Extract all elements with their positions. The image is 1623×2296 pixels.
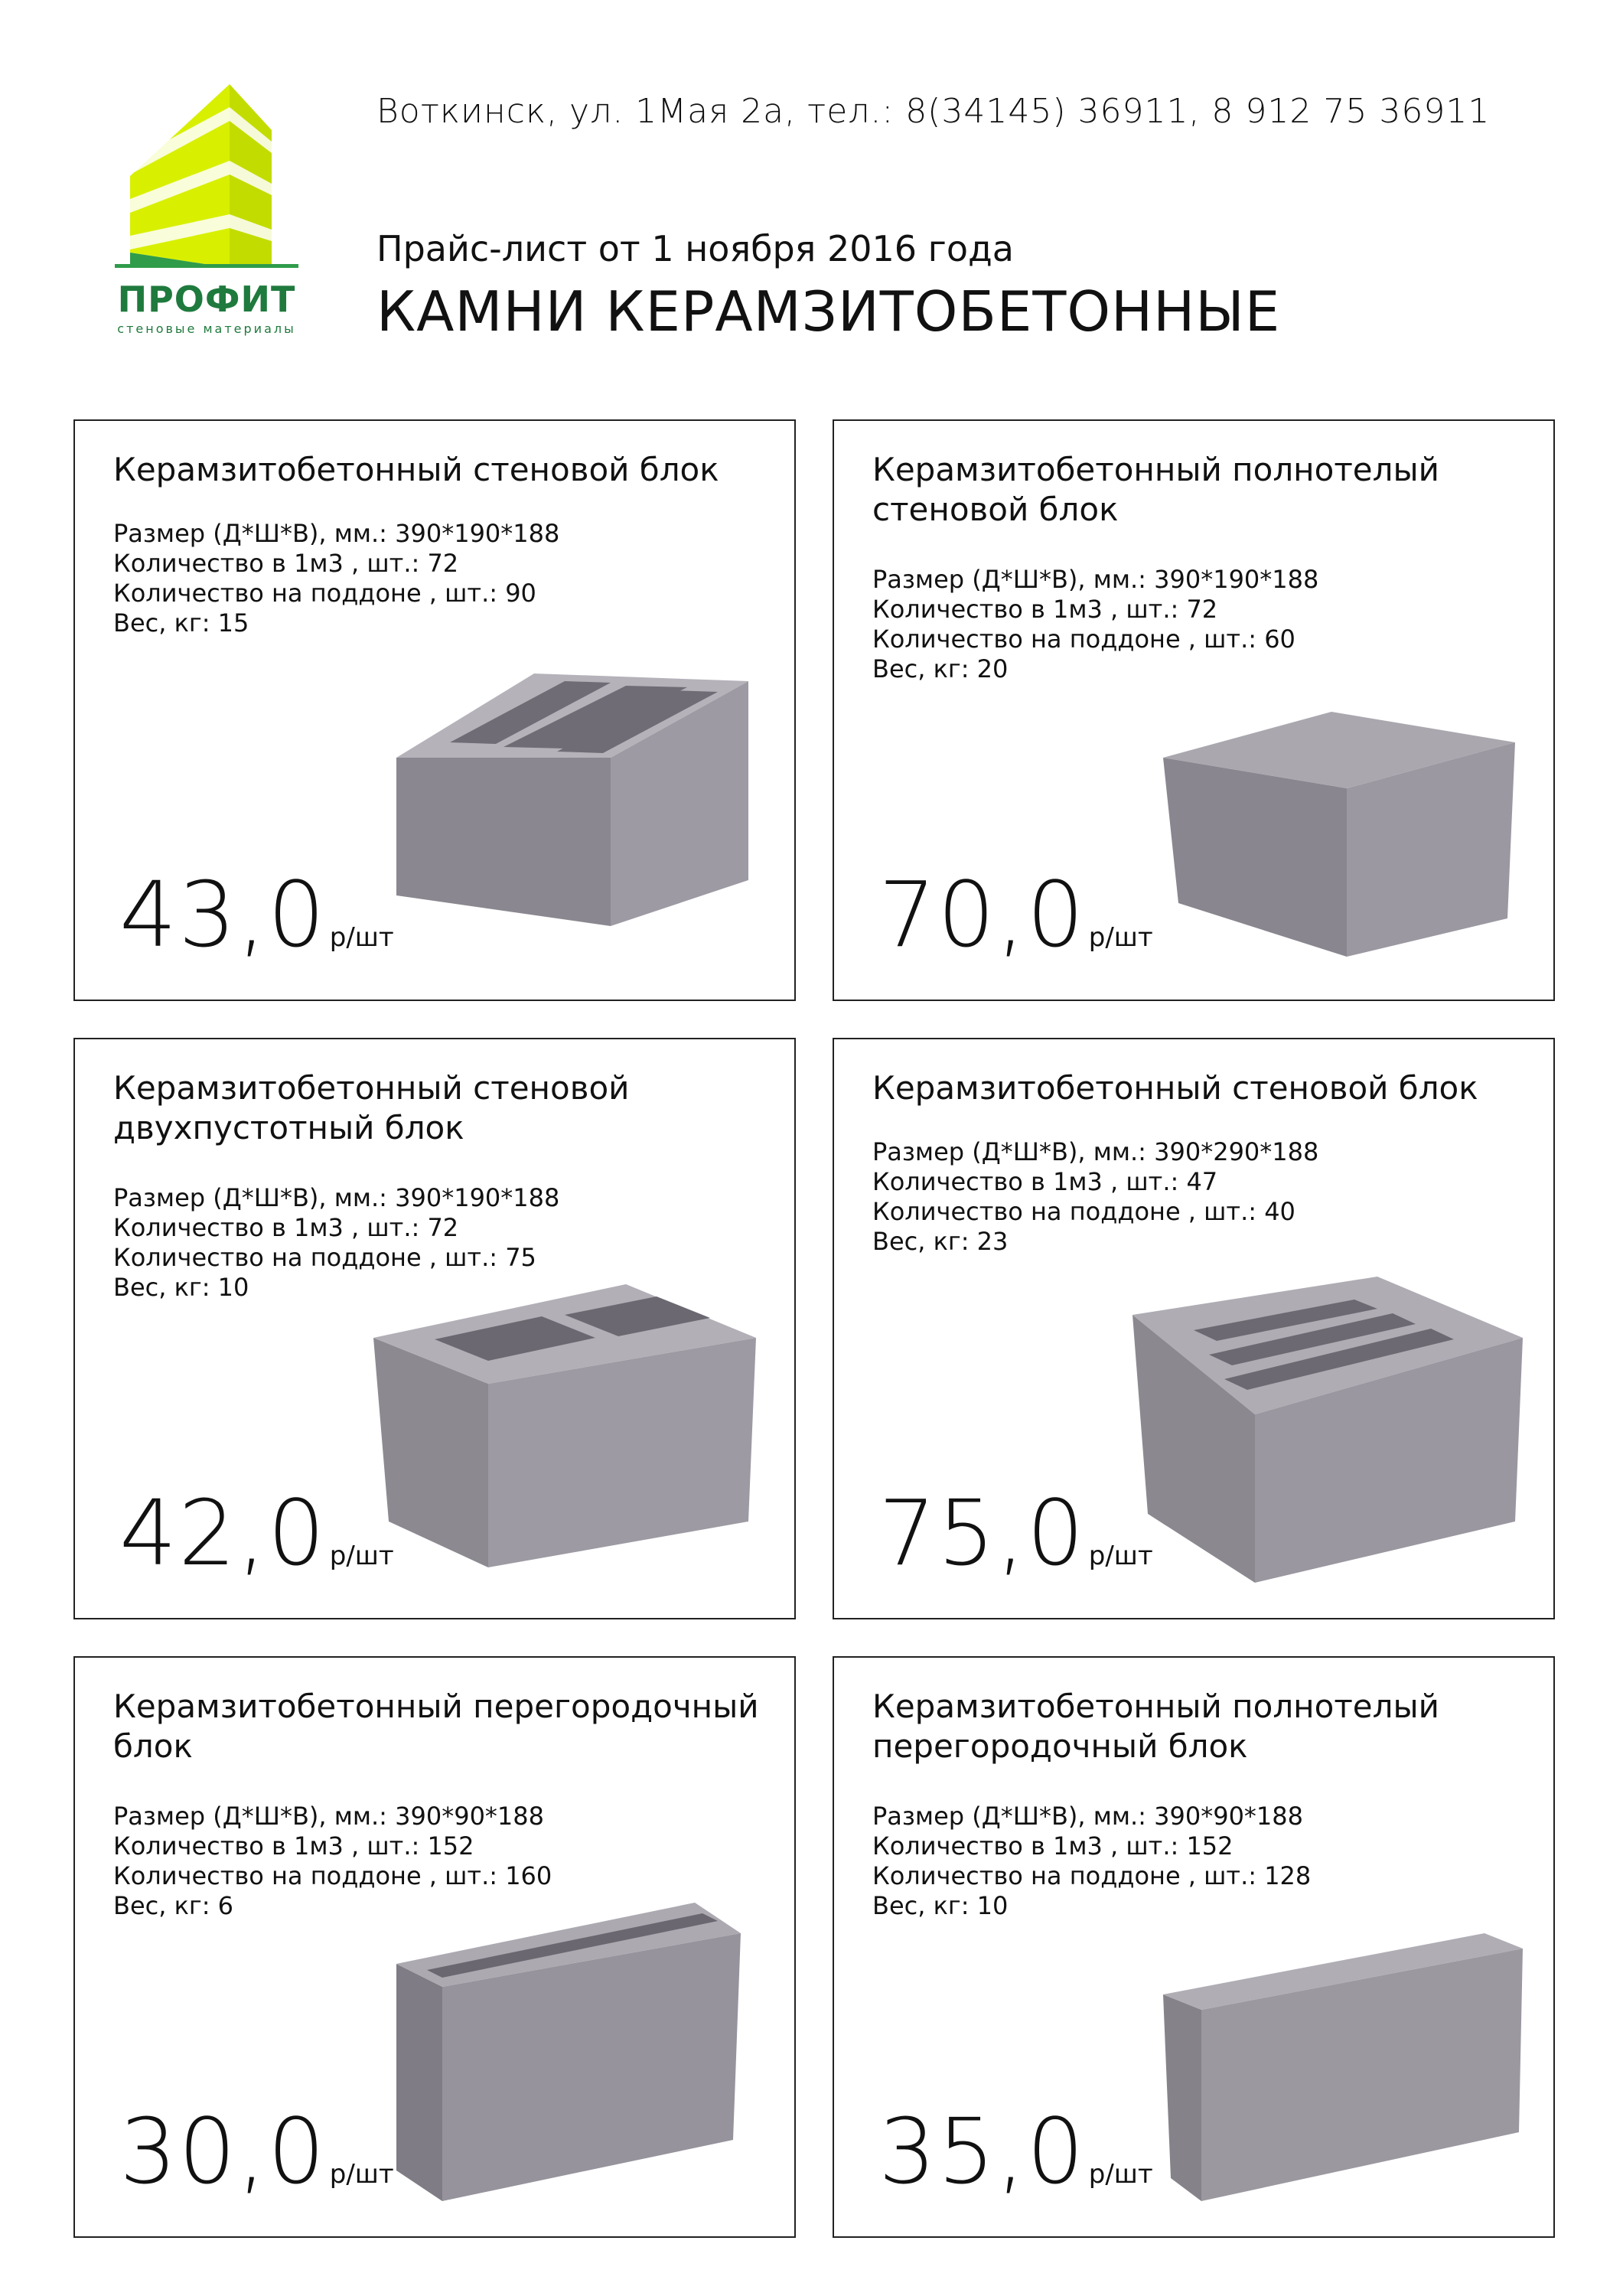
spec-per-pallet: Количество на поддоне , шт.: 128: [872, 1861, 1312, 1890]
price-unit: р/шт: [329, 922, 394, 953]
price-value: 30,0: [119, 2099, 327, 2204]
spec-per-pallet: Количество на поддоне , шт.: 160: [113, 1861, 552, 1890]
price-unit: р/шт: [1088, 922, 1153, 953]
building-icon: [115, 77, 298, 268]
product-card: [833, 1656, 1555, 2238]
price-value: 35,0: [878, 2099, 1086, 2204]
spec-per-m3: Количество в 1м3 , шт.: 72: [113, 549, 459, 578]
product-price: [878, 862, 1153, 967]
product-price: [878, 2099, 1153, 2204]
spec-size: Размер (Д*Ш*В), мм.: 390*190*188: [872, 565, 1319, 594]
solid-partition-block-icon: [1155, 1926, 1530, 2209]
price-value: 70,0: [878, 862, 1086, 967]
product-card: [73, 1656, 796, 2238]
spec-size: Размер (Д*Ш*В), мм.: 390*90*188: [872, 1802, 1303, 1831]
brand-tagline: стеновые материалы: [117, 321, 296, 336]
spec-weight: Вес, кг: 20: [872, 654, 1009, 683]
product-title: Керамзитобетонный перегородочный блок: [113, 1688, 759, 1765]
pricelist-date: Прайс-лист от 1 ноября 2016 года: [376, 228, 1014, 269]
price-value: 43,0: [119, 862, 327, 967]
price-unit: р/шт: [1088, 1541, 1153, 1571]
spec-per-m3: Количество в 1м3 , шт.: 152: [872, 1831, 1234, 1861]
product-title: Керамзитобетонный стеновой двухпустотный блок: [113, 1069, 630, 1146]
spec-per-pallet: Количество на поддоне , шт.: 60: [872, 625, 1295, 654]
spec-per-m3: Количество в 1м3 , шт.: 72: [113, 1213, 459, 1242]
price-unit: р/шт: [329, 1541, 394, 1571]
product-specs: [872, 1137, 1523, 1257]
spec-size: Размер (Д*Ш*В), мм.: 390*190*188: [113, 1183, 560, 1212]
contact-line: Воткинск, ул. 1Мая 2а, тел.: 8(34145) 36911, 8 912 75 36911: [376, 92, 1491, 131]
spec-per-m3: Количество в 1м3 , шт.: 152: [113, 1831, 474, 1861]
product-card: [73, 419, 796, 1001]
product-price: [119, 2099, 394, 2204]
spec-size: Размер (Д*Ш*В), мм.: 390*190*188: [113, 519, 560, 548]
spec-per-pallet: Количество на поддоне , шт.: 90: [113, 579, 536, 608]
spec-weight: Вес, кг: 15: [113, 608, 249, 638]
price-value: 75,0: [878, 1480, 1086, 1586]
price-unit: р/шт: [1088, 2159, 1153, 2190]
spec-weight: Вес, кг: 10: [113, 1273, 249, 1302]
two-hollow-block-icon: [366, 1269, 764, 1575]
price-value: 42,0: [119, 1480, 327, 1586]
product-specs: [872, 565, 1523, 684]
spec-size: Размер (Д*Ш*В), мм.: 390*90*188: [113, 1802, 544, 1831]
spec-per-m3: Количество в 1м3 , шт.: 72: [872, 595, 1218, 624]
brand-name: ПРОФИТ: [117, 279, 296, 320]
product-card: [73, 1038, 796, 1619]
product-price: [119, 1480, 394, 1586]
multi-slot-block-icon: [1125, 1269, 1530, 1590]
product-title: Керамзитобетонный стеновой блок: [113, 451, 719, 488]
spec-weight: Вес, кг: 10: [872, 1891, 1009, 1920]
product-specs: [872, 1802, 1523, 1921]
spec-weight: Вес, кг: 23: [872, 1227, 1009, 1256]
four-slot-block-icon: [381, 651, 764, 941]
price-unit: р/шт: [329, 2159, 394, 2190]
page-title: КАМНИ КЕРАМЗИТОБЕТОННЫЕ: [376, 279, 1281, 344]
product-title: Керамзитобетонный стеновой блок: [872, 1069, 1478, 1107]
spec-weight: Вес, кг: 6: [113, 1891, 234, 1920]
product-title: Керамзитобетонный полнотелый перегородочный блок: [872, 1688, 1439, 1765]
product-price: [878, 1480, 1153, 1586]
product-price: [119, 862, 394, 967]
product-card: [833, 419, 1555, 1001]
product-card: [833, 1038, 1555, 1619]
solid-block-icon: [1148, 696, 1530, 972]
spec-per-pallet: Количество на поддоне , шт.: 40: [872, 1197, 1295, 1226]
spec-per-pallet: Количество на поддоне , шт.: 75: [113, 1243, 536, 1272]
product-specs: [113, 519, 764, 638]
product-title: Керамзитобетонный полнотелый стеновой блок: [872, 451, 1439, 528]
spec-size: Размер (Д*Ш*В), мм.: 390*290*188: [872, 1137, 1319, 1166]
partition-slot-block-icon: [381, 1887, 764, 2209]
spec-per-m3: Количество в 1м3 , шт.: 47: [872, 1167, 1218, 1196]
